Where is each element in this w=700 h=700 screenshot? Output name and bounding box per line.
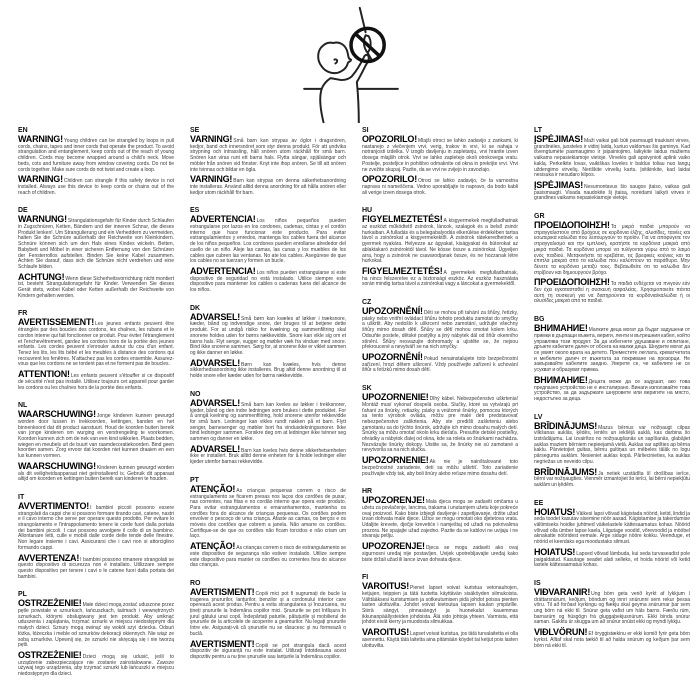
warning-heading: ATENÇÃO! [190,483,236,494]
warning-body: Children can strangle if this safety device is not installed. Always use this device to keep cords or chains out of the reach of children. [18,178,174,196]
warning-heading: OSTRZEŻENIE! [18,650,82,660]
language-code: SK [362,385,372,393]
warning-heading: BRĪDINĀJUMS! [534,466,598,477]
warning-body: Małe dzieci mogą zostać uduszone przez pętle powstałe w sznurkach, łańcuszkach, taśmach i wewnętrznych sznurkach, którymi obsługiwany jest ten produkt. Aby uniknąć uduszenia i zaplątania, trzymać sznurki w miejscu niedostępnym dla małych dzieci. Sznury mogą owinąć się wokół szyi dziecka. Odsuń łóżka, łóżeczka i meble od sznurków dekoracji okiennych. Nie wiąż ze sobą sznurków. Upewnij się, że sznurki nie skręcają się i nie tworzą pętli. [18,602,174,649]
warning-paragraph [534,466,690,489]
warning-paragraph [362,392,518,454]
warning-heading: OSTRZEŻENIE! [18,598,82,609]
warning-paragraph [18,409,174,460]
warning-heading: ADVERTENCIA! [190,214,256,225]
warning-body: I bambini piccoli possono essere strangolati da cappi che si possono formare tirando cavi, catene, nastri e il cavo interno che serve per operare questo prodotto. Per evitare lo strangolamento e l'intrappolamento tenere le corde fuori dalla portata dei bambini piccoli. I cavi possono avvolgere il collo di un bambino. Allontanare letti, culle e mobili dalle corde delle tende delle finestre. Non legare insieme i cavi. Assicurarsi che i cavi non si attorciglino formando cappi. [18,504,174,551]
warning-body: Copiii mici pot fi sugrumați de bucle la tragerea șnururilor, lanțurilor, benzilor și a cordonului interior care operează acest produs. Pentru a evita strangularea și încurcarea, nu țineți șnururile la îndemâna copiilor mici. Șnururile se pot înfășura în jurul gâtului unui copil. Îndepărtați paturile, pătuțurile și mobilierul de șnururile de la articolele de acoperire a geamurilor. Nu legați șnururile între ele. Asigurați-vă că șnururile nu se răsucesc și nu formează o buclă. [190,590,346,637]
warning-heading: ADVARSEL! [190,397,241,408]
warning-heading: AVERTISMENT! [190,638,255,649]
warning-heading: AVVERTENZA! [18,552,80,563]
warning-paragraph [362,214,518,265]
language-code: LV [534,413,543,421]
language-section-pl [18,591,174,677]
language-section-gr [534,213,690,305]
warning-body: Små barn kan strypas av öglor i dragsnören, kedjor, band och innersnöret som styr denna produkt. För att undvika strypning och intrassling, håll snören utom räckhåll för små barn. Snören kan viras runt ett barns hals. Flytta sängar, spjälsängar och möbler från snören vid fönster. Knyt inte ihop snören. Se till att snören inte tvinnas och bildar en ögla. [190,138,346,173]
warning-heading: UPOZORNĚNÍ! [362,306,423,317]
warning-paragraph [190,311,346,357]
warning-heading: UPOZORNENIE! [362,455,429,466]
warning-paragraph [18,460,174,483]
warning-heading: WAARSCHUWING! [18,409,96,420]
child-head [318,42,351,73]
warning-body: Nesumontavus šio saugos įtaiso, vaikas gali pasismaugti. Visada naudokite šį įtaisą, norėdami laikyti virves ir grandines vaikams nepasiekiamoje vietoje. [534,183,690,202]
warning-heading: BRĪDINĀJUMS! [534,420,598,431]
language-section-no [190,391,346,466]
warning-heading: WARNING! [18,174,63,185]
warning-heading: VARNING! [190,134,233,144]
warning-body: Små barn kan kveles av løkker i trekksnorer, kjeder, bånd og den indre ledningen som brukes i dette produktet. For å unngå kvelning og sammenfiltring, hold snorene utenfor rekkevidde for små barn. Ledninger kan vikles rundt nakken på et barn. Flytt senger, barnesenger og møbler bort fra vindusdekningssnorer. Ikke bind ledninger sammen. Forsikre deg om at ledninger ikke tvinner seg sammen og danner en løkke. [190,401,346,443]
language-section-cz [362,299,518,374]
warning-body: Mazus bērnus var nožņaugt cilpas vilkšanas auklās, ķēdēs, lentēs un iekšējā auklā, kas darbina šo izstrādājumu. Lai izvairītos no nožņaugšanās un sapīšanās, glabājiet auklas maziem bērniem nepieejamā vietā. Auklas var aptīties ap bērna kaklu. Pārvietojiet gultas, bērnu gultiņas un mēbeles tālāk no logu pārseguma auklām. Nesieniet auklas kopā. Pārliecinieties, ka auklas negriežas un neveido cilpu. [534,424,690,465]
language-code: FR [18,310,28,318]
language-code: IT [18,493,25,501]
warning-paragraph [534,420,690,466]
warning-heading: WARNUNG! [18,214,67,225]
warning-body: Børn kan kvæles, hvis denne sikkerhedsanordning ikke installeres. Brug altid denne anordning til at holde snore eller kæder uden for børns rækkevidde. [190,361,346,380]
language-section-is [534,580,690,649]
language-code: NO [190,390,201,398]
warning-paragraph [18,134,174,173]
warning-heading: OPOZORILO! [362,174,417,185]
language-section-fi [362,574,518,649]
warning-paragraph [190,214,346,265]
warning-body: Mala djeca mogu se zadaviti omčama u užetu za povlačenje, lancima, trakama i unutarnjem užetu koje pokreće ovaj proizvod. Kako biste izbjegli davljenje i zapetljavanje, držite užad izvan dohvata male djece. Užice se mogu omotati oko djetetova vrata. Udaljite krevete, dječje krevetiće i namještaj od užadi na pokrivalima prozora. Ne spajajte užad zajedno. Pazite da se kablovi ne uvijaju i ne stvaraju petlju. [362,499,518,540]
language-section-se [190,127,346,196]
language-section-dk [190,305,346,380]
warning-paragraph [18,369,174,391]
warning-body: Dzieci mogą się udusić, jeśli to urządzenie zabezpieczające nie zostanie zainstalowane. Zawsze używaj tego urządzenia, aby trzymać sznurki lub łańcuszki w miejscu niedostępnym dla dzieci. [18,654,174,678]
warning-paragraph [18,500,174,552]
warning-heading: UPOZORENJE! [362,541,425,552]
warning-body: Pokud nenainstalujete toto bezpečnostní zařízení, hrozí dětem uškrcení. Vždy používejte zařízení k uchování šňůr a řetízků mimo dosah dětí. [362,355,518,374]
language-code: EE [534,499,544,507]
warning-paragraph [534,627,690,649]
language-code: SI [362,127,369,134]
warning-heading: HOIATUS! [534,546,576,557]
warning-body: Ung börn geta verið kyrkt af lykkjum í dráttarsnúrum, keðjum, böndum og innri snúrunni sem rekur þessa vöru. Til að forðast kyrkingu og flækju skal geyma snúrurnar þar sem ung börn ná ekki til. Snúrur geta vafist um háls barns. Færðu rúm, barnarúm og húsgögn frá gluggaþekjusnúrum. Ekki binda snúrur saman. Gakktu úr skugga um að snúrur snúist ekki og myndi lykkju. [534,590,690,626]
warning-paragraph [362,627,518,649]
language-section-hr [362,488,518,563]
warning-paragraph [362,134,518,173]
language-section-de [18,207,174,299]
warning-body: I bambini possono rimanere strangolati se questo dispositivo di sicurezza non è installato. Utilizzare sempre questo dispositivo per tenere i cavi o le catene fuori dalla portata dei bambini. [18,556,174,580]
warning-body: Väikesi lapsi võivad kägistada nöörid, ketid, lindid ja seda toodet kasutav sisemine nöör aasad. Kägistamise ja takerdumise vältimiseks hoidke juhtmed väikelastele kättesaamatus kohas. Nöörid võivad olla ümber lapse kaela. Liigutage voodid, võrevoodid ja mööbel aknakatte nööridest eemale. Ärge siduge nööre kokku. Veenduge, et nöörid ei keerdaks ega moodustaks silmust. [534,510,690,546]
warning-heading: ADVERTENCIA! [190,265,256,276]
warning-heading: HOIATUS! [534,506,576,517]
language-code: CZ [362,299,372,307]
warning-body: Los niños pueden estrangularse si este dispositivo de seguridad no está instalado. Utilice siempre este dispositivo para mantener los cables o cadenas fuera del alcance de los niños. [190,269,346,294]
warning-paragraph [18,598,174,649]
warning-paragraph [362,265,518,288]
language-code: DK [190,304,201,312]
warning-body: A kisgyermekek megfulladhatnak az eszközt működtető zsinórok, láncok, szalagok és a belső zsinór hurkaiban. A fulladás és a belegabalyodás elkerülése érdekében tartsa távol a zsinórokat a kisgyermekektől. A zsinórok rátekeredhetnek a gyermek nyakára. Helyezze az ágyakat, kiságyakat és bútorokat az ablaktakaró zsinóroktól távol. Ne kösse össze a zsinórokat. Ügyeljen arra, hogy a zsinórok ne csavarodjanak össze, és ne hozzanak létre hurkokat. [362,218,518,265]
warning-paragraph [190,586,346,638]
warning-body: Lapset voivat kuristua, jos tätä turvalaitetta ei olla asennettu. Käytä tätä laitetta aina pitämään köydet tai ketjut pois lasten ulottuvilta. [362,631,518,649]
warning-heading: ADVARSEL! [190,311,241,322]
warning-paragraph [18,317,174,368]
language-columns [18,127,690,689]
language-code: FI [362,574,369,582]
warning-heading: VIÐVARANIR! [534,586,591,597]
warning-heading: ВНИМАНИЕ! [534,323,588,334]
warning-heading: WARNING! [18,134,63,144]
warning-paragraph [190,174,346,196]
warning-body: Djeca se mogu zadaviti ako ovaj sigurnosni uređaj nije postavljen. Uvijek upotrebljavajte uređaj kako biste držali užad ili lance izvan dohvata djece. [362,545,518,563]
warning-paragraph [190,357,346,380]
warning-body: Maži vaikai gali būti pasmaugti traukiant virves, grandinėles, juosteles ir vidinį laidą, kuriuo valdomas šis gaminys. Kad išvengtumėte pasmaugimo ir įsipainiojimo, laikykite laidus mažiems vaikams nepasiekiamoje vietoje. Virvelės gali apsivynioti aplink vaiko kaklą. Perkelkite lovas, vaikiškas loveles ir baldus toliau nuo langų uždengimo virvelių. Neriškite virvelių kartu. Įsitikinkite, kad laidai nesisuka ir nesudaro kilpos. [534,138,690,179]
warning-heading: UPOZORENJE! [362,495,425,506]
warning-body: Jonge kinderen kunnen gewurgd worden door lussen in trekkoorden, kettingen, banden en het binnenkoord dat dit product aanstuurt. Houd de koorden buiten bereik van jonge kinderen om wurging en verstrengeling te voorkomen. Koorden kunnen zich om de nek van een kind wikkelen. Plaats bedden, wiegen en meubels uit de buurt van raamdecoratiekoorden. Bind geen koorden samen. Zorg ervoor dat koorden niet kunnen draaien en een lus kunnen vormen. [18,413,174,460]
language-code: HR [362,488,373,496]
language-code: SE [190,127,200,134]
warning-body: As crianças pequenas correm o risco de estrangulamento se ficarem presas nos laços dos cordões de puxar, nas correntes, nas fitas e no cordão interno que opera este produto. Para evitar estrangulamentos e emaranhamentos, mantenha os cordões fora do alcance de crianças pequenas. Os cordões podem envolver o pescoço de uma criança. Afaste as camas, os berços e os móveis dos cordões que cobrem a janela. Não amarre os cordões. Certifique-se de que os cordões não ficam torcidos e não criam um laço. [190,487,346,540]
warning-body: Strangulationsgefahr für Kinder durch Schlaufen in Zugschnüren, Ketten, Bändern und der inneren Schnur, die dieses Produkt lenken!. Um Strangulierung und ein Verheddern zu vermeiden, halten Sie die Schnüre außerhalb der Reichweite von Kleinkindern. Schnüre können sich um den Hals eines Kindes wickeln. Betten, Babybett und Möbel in einer sicheren Entfernung von den Schnüren der Fensterrollos aufstellen. Binden Sie keine Kabel zusammen. Achten Sie darauf, dass sich die Schnüre nicht verdrehen und eine Schlaufe bilden. [18,218,174,270]
warning-body: Les enfants peuvent s'étouffer si ce dispositif de sécurité n'est pas installé. Utilisez toujours cet appareil pour garder les cordons ou les chaînes hors de la portée des enfants. [18,373,174,391]
warning-paragraph [362,541,518,563]
warning-body: Τα παιδιά ενδέχεται να πνιγούν εάν δεν έχει εγκατασταθεί η συσκευή ασφαλείας. Χρησιμοποιείτε πάντα αυτή τη συσκευή για να διατηρούνται τα κορδόνια/καλώδια ή οι αλυσίδες μακριά από τα παιδιά. [534,281,690,305]
language-code: RO [190,579,201,587]
warning-heading: ΠΡΟΕΙΔΟΠΟΙΗΣΗ! [534,220,610,231]
warning-paragraph [534,506,690,546]
language-code: DE [18,207,28,215]
warning-heading: FIGYELMEZTETÉS! [362,214,443,225]
warning-paragraph [362,351,518,374]
warning-body: Los niños pequeños pueden estrangularse por lazos en los cordones, cadenas, cintas y el cordón interno que hace funcionar este producto. Para evitar estrangulamientos y enredos, mantenga los cables fuera del alcance de los niños pequeños. Los cordones pueden enrollarse alrededor del cuello de un niño. Aleje las camas, las cunas y los muebles de los cables que cubren las ventanas. No ate los cables. Asegúrese de que los cables no se tuerzan y formen un bucle. [190,218,346,265]
column-4 [534,127,690,689]
warning-paragraph [362,174,518,196]
warning-paragraph [534,586,690,626]
language-code: EN [18,127,28,134]
language-code: NL [18,402,28,410]
warning-body: A gyermekek megfulladhatnak, ha nincs felszerelve ez a biztonsági eszköz. Az eszköz használata során mindig tartsa távol a zsinórokat vagy a láncokat a gyermekektől. [362,269,518,288]
language-section-pt [190,477,346,569]
warning-heading: VIÐLVÖRUN! [534,627,588,638]
language-code: GR [534,213,545,221]
warning-body: Ak nie je nainštalované toto bezpečnostné zariadenie, deti sa môžu uškrtiť. Toto zariadenie používajte vždy tak, aby boli šnúry alebo reťaze mimo dosahu detí. [362,459,518,477]
warning-paragraph [362,581,518,626]
warning-body: Kinderen kunnen gewurgd worden als dit veiligheidsapparaat niet geïnstalleerd is. Gebruik dit apparaat altijd om koorden en kettingen buiten bereik van kinderen te houden. [18,464,174,483]
warning-heading: UPOZORNĚNÍ! [362,351,423,362]
warning-heading: ATENÇÃO! [190,541,236,552]
warning-heading: AVERTISSEMENT! [18,317,95,328]
column-2 [190,127,346,689]
language-code: HU [362,207,373,215]
warning-heading: AVERTISMENT! [190,586,255,597]
warning-body: Ef öryggistækinu er ekki komið fyrir geta börn kyrkst. Alltaf skal nota tækið til að halda snúrum og keðjum þar sem börn ná ekki til. [534,631,690,649]
warning-paragraph [362,455,518,477]
language-section-bg [534,316,690,402]
warning-paragraph [18,552,174,581]
warning-paragraph [18,650,174,678]
language-section-en [18,127,174,196]
warning-heading: ĮSPĖJIMAS! [534,179,584,190]
warning-body: Barn kan kveles hvis denne sikkerhetsenheten ikke er installert. Bruk alltid denne enheten for å holde ledninger eller kjeder utenfor barnas rekkevidde. [190,447,346,466]
language-code: LT [534,127,543,134]
warning-paragraph [534,546,690,569]
warning-body: Young children can be strangled by loops in pull cords, chains, tapes and inner cords that operate the product. To avoid strangulation and entanglement, keep cords out of the reach of young children. Cords may become wrapped around a child's neck. Move beds, cots and furniture away from window covering cords. Do not tie cords together. Make sure cords do not twist and create a loop. [18,138,174,173]
warning-body: Barn kan strypas om denna säkerhetsanordning inte installeras. Använd alltid denna anordning för att hålla snören eller kedjor utom räckhåll för barn. [190,178,346,196]
language-section-nl [18,402,174,483]
warning-body: Dlhý kábel. Nebezpečenstvo uškrtenia! Montáž musí vykonať dospelá osoba. Slučky, ktoré sa vytvárajú pri ťahaní za šnúrky, retiazky, pásky a vnútorné šnúrky, pomocou ktorých sa tento výrobok ovláda, môžu pre malé deti predstavovať nebezpečenstvo zaškrtenia. Aby ste predišli zaškrteniu alebo zamotaniu sa do týchto šnúrok, udržujte ich mimo dosahu malých detí. Šnúrky sa môžu omotať okolo krku dieťaťa. Presuňte detské postieľky, ohrádky a nábytok ďalej od okna, kde sa roleta so šnúrkami nachádza. Nezväzujte šnúrky dokopy. Uistite sa, že šnúrky nie sú zamotané a nevytvorila sa na nich slučka. [362,396,518,454]
warning-body: Малките деца могат да бъдат задушени от примки в дърпащи въжета, вериги, ленти и вътрешния кабел, който управлява този продукт. За да избегнете удушаване и оплитане, дръжте кабелите далеч от обсега на малки деца. Шнурите могат да се увият около врата на детето. Преместете леглата, креватчетата и мебелите далеч от въжетата за покриване на прозорци. Не завързвайте кабелите заедно. Уверете се, че кабелите не се усукват и образуват примка. [534,327,690,374]
warning-heading: ATTENTION! [18,369,70,380]
language-section-si [362,127,518,196]
warning-paragraph [534,220,690,276]
warning-paragraph [190,397,346,443]
warning-body: Děti se mohou při tahání za šňůry, řetízky, pásky nebo vnitřní ovládací šňůru tohoto produktu zamotat do smyčky a uškrtit. Aby nedošlo k uškrcení nebo zamotání, udržujte všechny šňůry mimo dosah dětí. Šňůry se dětí mohou omotat kolem krku. Odsuňte postele, dětské postýlky a jiný nábytek dál od šňůr okenního stínění. Šňůry nesvazujte dohromady a ujistěte se, že nejsou překroucené a nevytváří se na nich smyčky. [362,310,518,351]
language-code: ES [190,207,200,215]
language-section-hu [362,207,518,288]
warning-paragraph [190,134,346,173]
warning-heading: UPOZORNENIE! [362,392,429,403]
warning-body: Copiii se pot strangula dacă acest dispozitiv de siguranță nu este instalat. Utilizați întotdeauna acest dispozitiv pentru a nu ține șnururile sau lanțurile la îndemâna copiilor. [190,642,346,660]
warning-body: Wenn diese Sicherheitsvorrichtung nicht montiert ist, besteht Strangulationsgefahr für Kinder. Verwenden Sie dieses Gerät stets, wobei Kabel oder Ketten außerhalb der Reichweite von Kindern gehalten werden. [18,275,174,299]
language-code: IS [534,579,541,587]
warning-body: Децата може да се задушат, ако това предпазно устройство не е инсталирано. Винаги използвайте това устройство, за да задържате шнуровете или веригите на място, недостъпно за деца. [534,378,690,402]
warning-paragraph [190,443,346,466]
column-1 [18,127,174,689]
warning-heading: ΠΡΟΕΙΔΟΠΟΙΗΣΗ! [534,277,610,288]
warning-paragraph [18,214,174,270]
warning-paragraph [18,271,174,300]
language-section-es [190,207,346,293]
warning-heading: ACHTUNG! [18,271,65,282]
language-code: PT [190,476,199,484]
warning-heading: AVVERTIMENTO! [18,500,90,511]
language-section-ee [534,500,690,569]
warning-heading: ĮSPĖJIMAS! [534,134,584,144]
warning-heading: VARNING! [190,174,233,185]
warning-heading: VAROITUS! [362,627,410,638]
warning-body: Otroci se lahko zadavijo, če ta varnostna naprava ni nameščena. Vedno uporabljajte to napravo, da bodo kabli ali verige izven dosega otrok. [362,178,518,196]
warning-paragraph [190,541,346,569]
warning-paragraph [534,179,690,202]
warning-body: Pienet lapset voivat kuristua vetonauhojen, ketjujen, teippien ja tätä tuotetta käyttävän sisäköyden silmukoista. Välttääksesi kuristumisen ja sotkeutumisen pidä johdot poissa pienten lasten ulottuvilta. Johdot voivat kietoutua lapsen kaulan ympärille. Siirrä sängyt, pinnasängyt ja huonekalut kauemmas ikkunanpäällysteiden johdoista. Älä sido johtoja yhteen. Varmista, että johdot eivät kierry ja muodosta silmukkaa. [362,585,518,626]
warning-body: As crianças correm o risco de estrangulamento se este dispositivo de segurança não estiver instalado. Utilize sempre este dispositivo para manter os cordões ou correntes fora do alcance das crianças. [190,545,346,569]
warning-heading: VAROITUS! [362,581,410,592]
warning-paragraph [534,277,690,305]
language-section-fr [18,310,174,391]
warning-paragraph [190,638,346,661]
warning-paragraph [190,483,346,540]
warning-body: Ja netiek uzstādīta šī drošības ierīce, bērni var nožņaugties. Vienmēr izmantojiet šo ierīci, lai bērni nepiekļūtu auklām un ķēdēm. [534,470,690,488]
language-section-it [18,494,174,580]
language-section-sk [362,385,518,477]
column-3 [362,127,518,689]
language-section-lt [534,127,690,202]
warning-body: Les jeunes enfants peuvent être étranglés par des boucles des cordons, les chaînes, les rubans et le cordon interne qui fait fonctionner ce produit. Pour éviter l'étranglement et l'enchevêtrement, gardez les cordons hors de la portée des jeunes enfants. Les cordes peuvent s'enrouler autour du cou d'un enfant. Tenez les lits, les lits bébé et les meubles à distance des cordons qui recouvrent les fenêtres. N'attachez pas les cordes ensemble. Assurez-vous que les cordons ne se tordent pas et ne forment pas de boucles. [18,321,174,368]
warning-paragraph [190,265,346,294]
warning-body: Små børn kan kvæles af løkker i træksnore, kæder, bånd og indvendige snore, der bruges til at betjene dette produkt. For at undgå risiko for kvælning og sammenfiltring skal snorene holdes uden for børns rækkevidde. Snore kan vikle sig om et barns hals. Flyt senge, vugger og møbler væk fra vinduer med snore. Bind ikke snorene sammen. Sørg for, at snorene ikke er viklet sammen og ikke danner en løkke. [190,315,346,356]
warning-heading: WAARSCHUWING! [18,460,96,471]
warning-paragraph [534,323,690,374]
language-code: BG [534,316,545,324]
warning-heading: ADVARSEL! [190,357,241,368]
warning-body: Lapsed võivad lämbuda, kui seda turvaseadist pole paigaldatud. Kasutage seadet alati selleks, et hoida nöörid või ketid lastele kättesaamatus kohas. [534,550,690,569]
warning-heading: OPOZORILO! [362,134,417,144]
warning-heading: ADVARSEL! [190,443,241,454]
warning-paragraph [18,174,174,196]
warning-body: Mlajši otroci se lahko zadavijo z zankami, ki nastanejo z vlečenjem vrvi, verig, trakov in vrvi, ki se nahaja v notranjosti izdelka. V izogib davljenju in zapletanju, vrvi hranite izven dosega mlajših otrok. Vrvi se lahko zapletejo okoli otrokovega vratu. Postelje, posteljice in pohištvo odmaknite od okna in prekrijte vrvi. Vrvi ne zvežite skupaj. Pazite, da se vrvi ne zvijejo in zavozlajo. [362,138,518,173]
language-code: PL [18,591,27,599]
language-section-lv [534,414,690,489]
warning-body: Τα μικρά παιδιά μπορούν να στραγγαλιστούν από βρόχους σε κορδόνια έλξης, αλυσίδες, ταινίες και εσωτερικά καλώδια που λειτουργούν το προϊόν. Για να αποφύγετε τον στραγγαλισμό και την εμπλοκή, κρατήστε τα κορδόνια μακριά από μικρά παιδιά. Τα κορδόνια μπορεί να τυλίγονται γύρω από το λαιμό ενός παιδιού. Μετακινήστε τα κρεβάτια, τις βρεφικές κούνιες και τα έπιπλα μακριά από τα καλώδια που καλύπτουν τα παράθυρα. Μην δένετε τα κορδόνια μεταξύ τους. Βεβαιωθείτε ότι τα καλώδια δεν στρίβουν και δημιουργούν βρόχο. [534,224,690,276]
warning-paragraph [362,306,518,351]
child-reaching-cord-prohibition-illustration [262,2,440,124]
warning-heading: FIGYELMEZTETÉS! [362,265,443,276]
warning-paragraph [362,495,518,540]
warning-paragraph [534,374,690,403]
language-section-ro [190,580,346,661]
warning-paragraph [534,134,690,179]
warning-heading: ВНИМАНИЕ! [534,374,588,385]
